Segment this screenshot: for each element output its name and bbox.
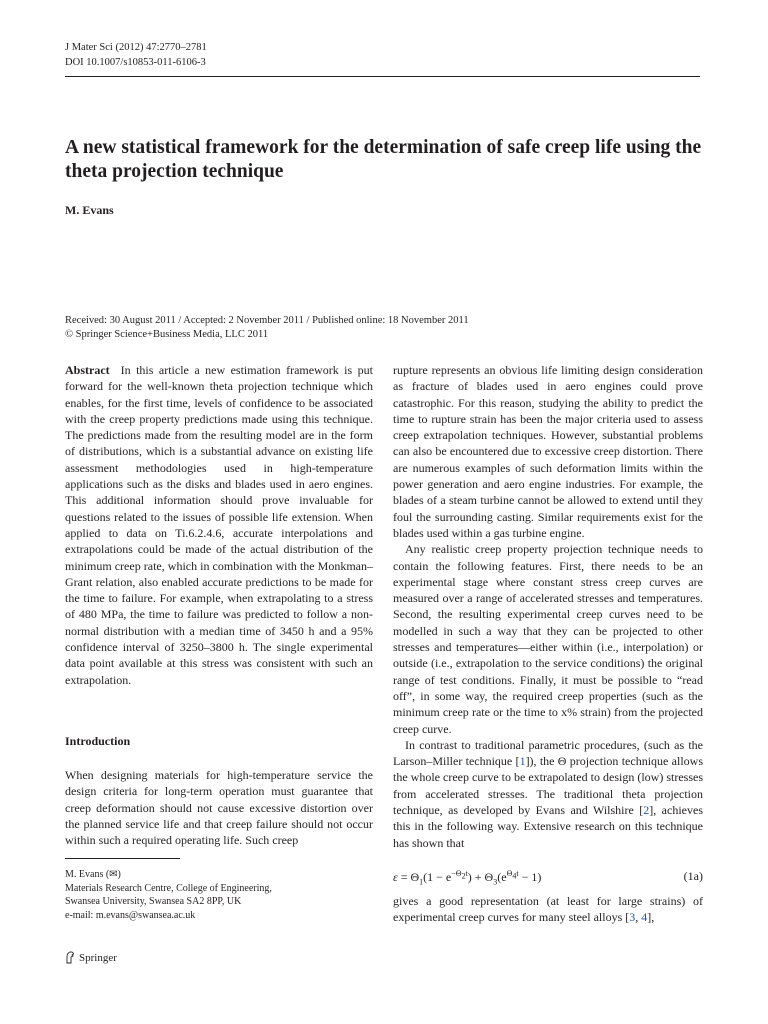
introduction-text: When designing materials for high-temperature service the design criteria for long-term operation must guarantee that creep deformation should not cause excessive distortion over the planned service life and that creep failure should not occur within such a required operating life. Such creep bbox=[65, 768, 373, 848]
abstract bbox=[65, 362, 373, 688]
affiliation-email[interactable]: e-mail: m.evans@swansea.ac.uk bbox=[65, 909, 196, 921]
citation-link[interactable]: 3 bbox=[629, 910, 636, 925]
paragraph-3: In contrast to traditional parametric procedures, (such as the Larson–Miller technique [1]), the Θ projection technique allows the whole creep curve to be extrapolated to design (low) stresses from accelerated stresses. The traditional theta projection technique, as developed by Evans and Wilshire [2], achieves this in the following way. Extensive research on this technique has shown that bbox=[393, 737, 703, 850]
article-title: A new statistical framework for the determination of safe creep life using the theta projection technique bbox=[65, 137, 702, 182]
journal-citation: J Mater Sci (2012) 47:2770–2781 bbox=[65, 42, 207, 53]
springer-horse-icon bbox=[65, 951, 75, 964]
body-right-column bbox=[393, 362, 703, 851]
paragraph-after-equation: gives a good representation (at least for large strains) of experimental creep curves for many steel alloys [3, 4], bbox=[393, 894, 703, 925]
abstract-text: In this article a new estimation framework is put forward for the well-known theta projection technique which enables, for the first time, levels of confidence to be associated with the creep property predictions made using this technique. The predictions made from the resulting model are in the form of distributions, which is a substantial advance on existing life assessment methodologies used in high-temperature applications such as the disks and blades used in aero engines. This additional information should prove invaluable for questions related to the issues of possible life extension. When applied to data on Ti.6.2.4.6, accurate interpolations and extrapolations could be made of the actual distribution of the minimum creep rate, which in combination with the Monkman–Grant relation, also enabled accurate predictions to be made for the time to failure. For example, when extrapolating to a stress of 480 MPa, the time to failure was predicted to follow a non-normal distribution with a median time of 3450 h and a 95% confidence interval of 3250–3800 h. The single experimental data point available at this stress was consistent with such an extrapolation. bbox=[65, 363, 373, 687]
journal-header bbox=[65, 40, 207, 70]
affiliation-author: M. Evans (✉) bbox=[65, 869, 121, 880]
abstract-label: Abstract bbox=[65, 363, 110, 377]
publication-dates bbox=[65, 314, 705, 342]
affiliation-line2: Swansea University, Swansea SA2 8PP, UK bbox=[65, 896, 242, 907]
citation-link[interactable]: 2 bbox=[643, 803, 650, 818]
equation-1a bbox=[393, 869, 703, 887]
author-name: M. Evans bbox=[65, 203, 114, 217]
copyright-line: © Springer Science+Business Media, LLC 2011 bbox=[65, 329, 269, 340]
citation-link[interactable]: 4 bbox=[641, 910, 648, 925]
author-affiliation bbox=[65, 868, 365, 922]
affiliation-line1: Materials Research Centre, College of Engineering, bbox=[65, 882, 272, 894]
paragraph-1: rupture represents an obvious life limiting design consideration as fracture of blades used in aero engines could prove catastrophic. For this reason, studying the ability to predict the time to rupture strain has been the major criteria used to assess creep extrapolation techniques. However, substantial problems can also be encountered due to excessive creep distortion. There are numerous examples of such deformation limits within the power generation and aero engine industries. For example, the blades of a steam turbine cannot be allowed to extend until they foul the surrounding casting. Similar requirements exist for the blades used within a gas turbine engine. bbox=[393, 363, 703, 540]
header-rule bbox=[65, 76, 700, 77]
equation-number: (1a) bbox=[683, 869, 703, 883]
page-footer bbox=[65, 951, 117, 964]
introduction-heading: Introduction bbox=[65, 734, 131, 748]
footnote-rule bbox=[65, 858, 180, 859]
paragraph-2: Any realistic creep property projection technique needs to contain the following features. First, there needs to be an experimental stage where constant stress creep curves are measured over a range of accelerated stresses and temperatures. Second, the resulting experimental creep curves need to be modelled in such a way that they can be projected to other stresses and temperatures—either within (i.e., interpolation) or outside (i.e., extrapolation to the service conditions) the original range of test conditions. Finally, it must be possible to “read off”, in some way, the required creep properties (such as the minimum creep rate or the time to x% strain) from the projected creep curve. bbox=[393, 542, 703, 736]
equation-body: $\varepsilon = \Theta_1(1 - e^{-\Theta_2t}) + \Theta_3(e^{\Theta_4t} - 1)$ bbox=[393, 869, 542, 887]
received-dates: Received: 30 August 2011 / Accepted: 2 November 2011 / Published online: 18 November 2011 bbox=[65, 315, 469, 326]
publisher-name: Springer bbox=[79, 951, 117, 964]
citation-link[interactable]: 1 bbox=[519, 754, 526, 769]
doi[interactable]: DOI 10.1007/s10853-011-6106-3 bbox=[65, 57, 206, 68]
